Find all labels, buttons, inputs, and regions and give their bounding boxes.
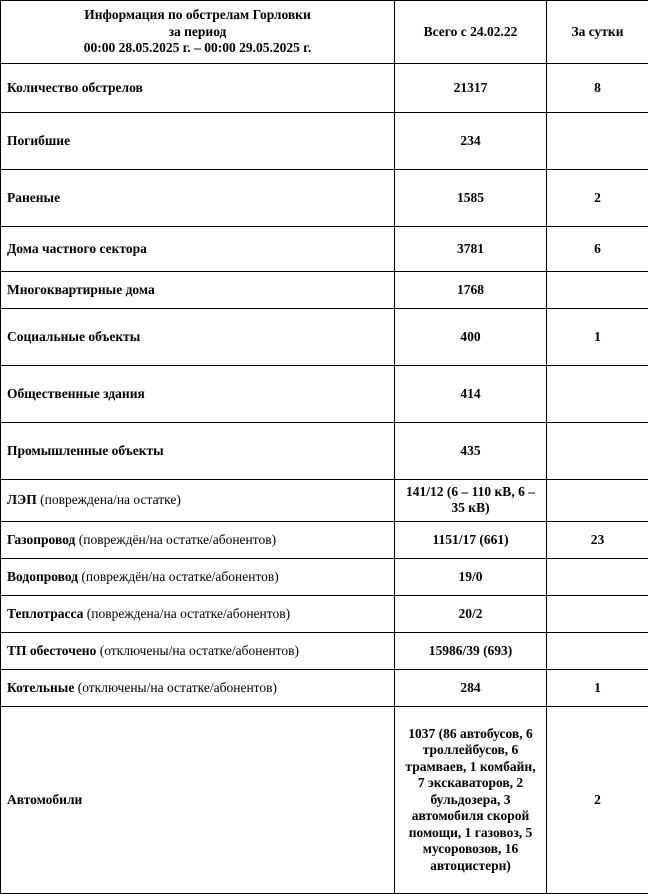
row-label-text: Количество обстрелов — [7, 80, 143, 95]
row-label-text: Котельные — [7, 680, 74, 695]
row-label — [1, 669, 395, 706]
row-total: 21317 — [395, 64, 547, 113]
row-label — [1, 558, 395, 595]
table-row — [1, 272, 648, 309]
row-label — [1, 366, 395, 423]
row-label-text: Общественные здания — [7, 386, 145, 401]
row-label — [1, 309, 395, 366]
table-row — [1, 521, 648, 558]
row-label-text: Погибшие — [7, 133, 70, 148]
row-total: 1768 — [395, 272, 547, 309]
table-row — [1, 366, 648, 423]
row-day: 1 — [547, 309, 648, 366]
row-label-text: Дома частного сектора — [7, 241, 147, 256]
row-label-note: (повреждён/на остатке/абонентов) — [78, 569, 279, 584]
row-label — [1, 113, 395, 170]
row-label — [1, 595, 395, 632]
row-day — [547, 423, 648, 480]
row-label — [1, 170, 395, 227]
report-title-line3: 00:00 28.05.2025 г. – 00:00 29.05.2025 г. — [7, 40, 388, 56]
row-total: 1151/17 (661) — [395, 521, 547, 558]
row-day: 6 — [547, 227, 648, 272]
row-day — [547, 558, 648, 595]
row-label-text: Теплотрасса — [7, 606, 83, 621]
row-total: 141/12 (6 – 110 кВ, 6 – 35 кВ) — [395, 480, 547, 522]
row-label — [1, 64, 395, 113]
table-row — [1, 632, 648, 669]
row-label-text: ТП обесточено — [7, 643, 96, 658]
table-row — [1, 558, 648, 595]
row-label-text: Социальные объекты — [7, 329, 140, 344]
row-day: 8 — [547, 64, 648, 113]
table-row — [1, 309, 648, 366]
row-total: 1037 (86 автобусов, 6 троллейбусов, 6 трамваев, 1 комбайн, 7 экскаваторов, 2 бульдозера, 3 автомобиля скорой помощи, 1 газовоз, 5 мусоровозов, 16 автоцистерн) — [395, 706, 547, 893]
row-total: 3781 — [395, 227, 547, 272]
table-header-row — [1, 1, 648, 64]
table-row — [1, 423, 648, 480]
row-label-text: Газопровод — [7, 532, 75, 547]
table-row — [1, 113, 648, 170]
row-total: 435 — [395, 423, 547, 480]
row-label — [1, 480, 395, 522]
report-title-cell — [1, 1, 395, 64]
row-label-note: (повреждена/на остатке/абонентов) — [83, 606, 290, 621]
row-label-text: Водопровод — [7, 569, 78, 584]
row-label-note: (отключены/на остатке/абонентов) — [96, 643, 299, 658]
table-row — [1, 595, 648, 632]
row-label-text: ЛЭП — [7, 492, 37, 507]
row-day: 2 — [547, 706, 648, 893]
row-label-text: Раненые — [7, 190, 60, 205]
row-day — [547, 272, 648, 309]
row-total: 19/0 — [395, 558, 547, 595]
row-label-text: Многоквартирные дома — [7, 282, 155, 297]
row-label-note: (повреждена/на остатке) — [37, 492, 181, 507]
row-label — [1, 227, 395, 272]
row-total: 234 — [395, 113, 547, 170]
row-day: 1 — [547, 669, 648, 706]
row-total: 20/2 — [395, 595, 547, 632]
row-day — [547, 366, 648, 423]
column-header-total: Всего с 24.02.22 — [395, 1, 547, 64]
row-label-text: Автомобили — [7, 792, 82, 807]
table-row — [1, 64, 648, 113]
row-label — [1, 521, 395, 558]
report-title-line1: Информация по обстрелам Горловки — [7, 7, 388, 23]
row-day: 23 — [547, 521, 648, 558]
row-day — [547, 632, 648, 669]
table-row — [1, 170, 648, 227]
row-label-note: (отключены/на остатке/абонентов) — [74, 680, 277, 695]
row-day — [547, 480, 648, 522]
table-row — [1, 480, 648, 522]
row-total: 1585 — [395, 170, 547, 227]
row-label-note: (повреждён/на остатке/абонентов) — [75, 532, 276, 547]
row-day — [547, 113, 648, 170]
table-row — [1, 227, 648, 272]
row-total: 284 — [395, 669, 547, 706]
row-label — [1, 632, 395, 669]
row-day — [547, 595, 648, 632]
report-title-line2: за период — [7, 24, 388, 40]
row-label — [1, 272, 395, 309]
table-row — [1, 669, 648, 706]
table-row — [1, 706, 648, 893]
row-label — [1, 423, 395, 480]
row-day: 2 — [547, 170, 648, 227]
row-label — [1, 706, 395, 893]
column-header-day: За сутки — [547, 1, 648, 64]
row-total: 400 — [395, 309, 547, 366]
row-label-text: Промышленные объекты — [7, 443, 164, 458]
row-total: 15986/39 (693) — [395, 632, 547, 669]
row-total: 414 — [395, 366, 547, 423]
